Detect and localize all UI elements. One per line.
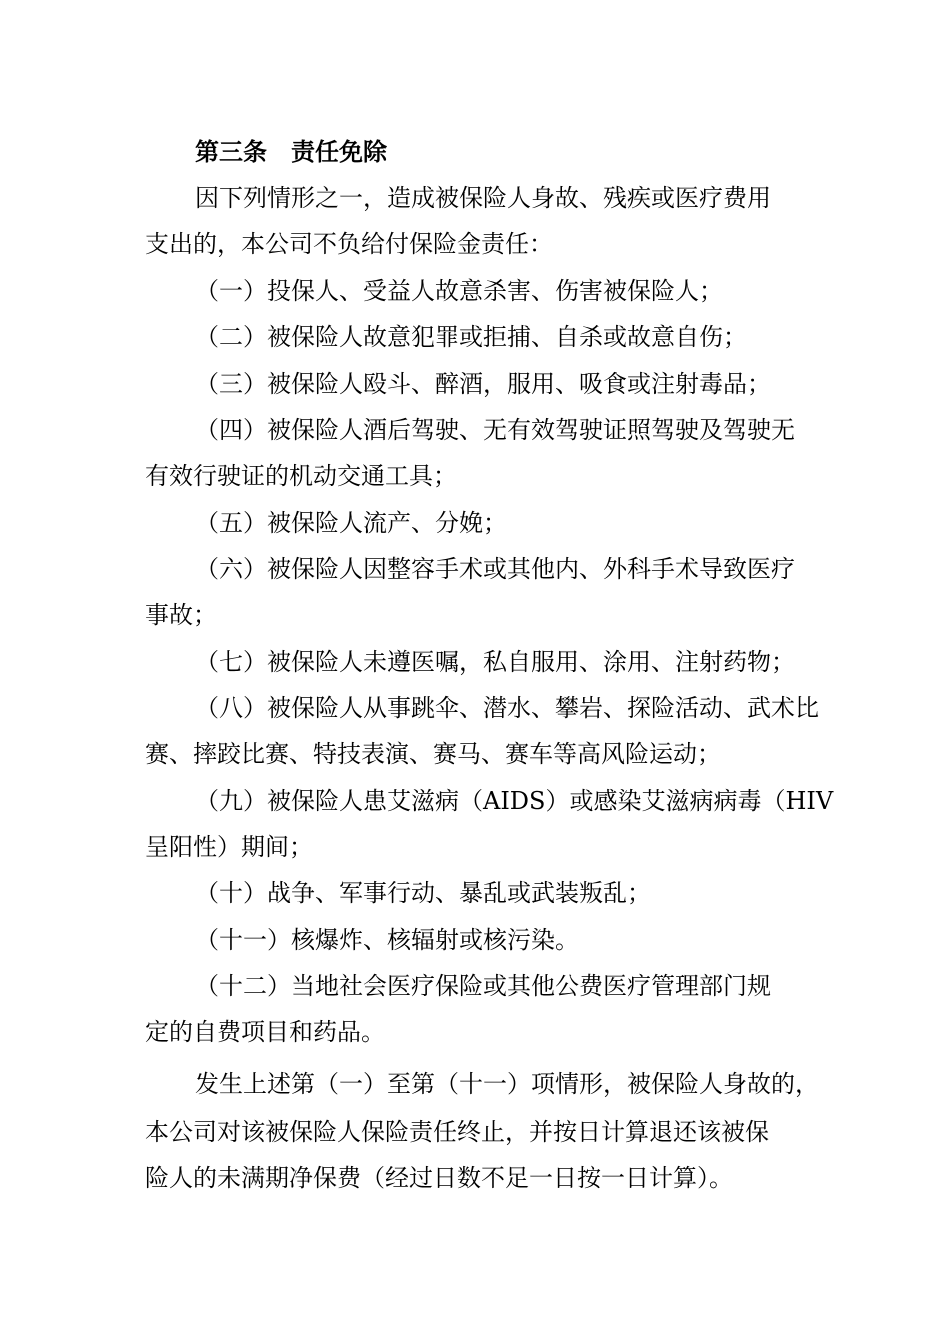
clause-7: （七）被保险人未遵医嘱，私自服用、涂用、注射药物； (195, 648, 795, 676)
paragraph-line-1: 因下列情形之一，造成被保险人身故、残疾或医疗费用 (195, 184, 771, 212)
clause-4-line-1: （四）被保险人酒后驾驶、无有效驾驶证照驾驶及驾驶无 (195, 416, 795, 444)
closing-line-3: 险人的未满期净保费（经过日数不足一日按一日计算）。 (145, 1164, 733, 1192)
clause-3: （三）被保险人殴斗、醉酒，服用、吸食或注射毒品； (195, 370, 771, 398)
clause-6-line-2: 事故； (145, 601, 217, 629)
clause-11: （十一）核爆炸、核辐射或核污染。 (195, 926, 579, 954)
paragraph-line-2: 支出的，本公司不负给付保险金责任： (145, 230, 553, 258)
clause-8-line-1: （八）被保险人从事跳伞、潜水、攀岩、探险活动、武术比 (195, 694, 819, 722)
clause-12-line-1: （十二）当地社会医疗保险或其他公费医疗管理部门规 (195, 972, 771, 1000)
clause-1: （一）投保人、受益人故意杀害、伤害被保险人； (195, 277, 723, 305)
clause-4-line-2: 有效行驶证的机动交通工具； (145, 462, 457, 490)
closing-line-1: 发生上述第（一）至第（十一）项情形，被保险人身故的， (195, 1070, 819, 1098)
clause-6-line-1: （六）被保险人因整容手术或其他内、外科手术导致医疗 (195, 555, 795, 583)
clause-9-line-1: （九）被保险人患艾滋病（AIDS）或感染艾滋病病毒（HIV (195, 787, 834, 815)
clause-8-line-2: 赛、摔跤比赛、特技表演、赛马、赛车等高风险运动； (145, 740, 721, 768)
clause-5: （五）被保险人流产、分娩； (195, 509, 507, 537)
clause-10: （十）战争、军事行动、暴乱或武装叛乱； (195, 879, 651, 907)
clause-2: （二）被保险人故意犯罪或拒捕、自杀或故意自伤； (195, 323, 747, 351)
article-heading: 第三条 责任免除 (195, 137, 387, 166)
clause-12-line-2: 定的自费项目和药品。 (145, 1018, 385, 1046)
closing-line-2: 本公司对该被保险人保险责任终止，并按日计算退还该被保 (145, 1118, 769, 1146)
clause-9-line-2: 呈阳性）期间； (145, 833, 313, 861)
